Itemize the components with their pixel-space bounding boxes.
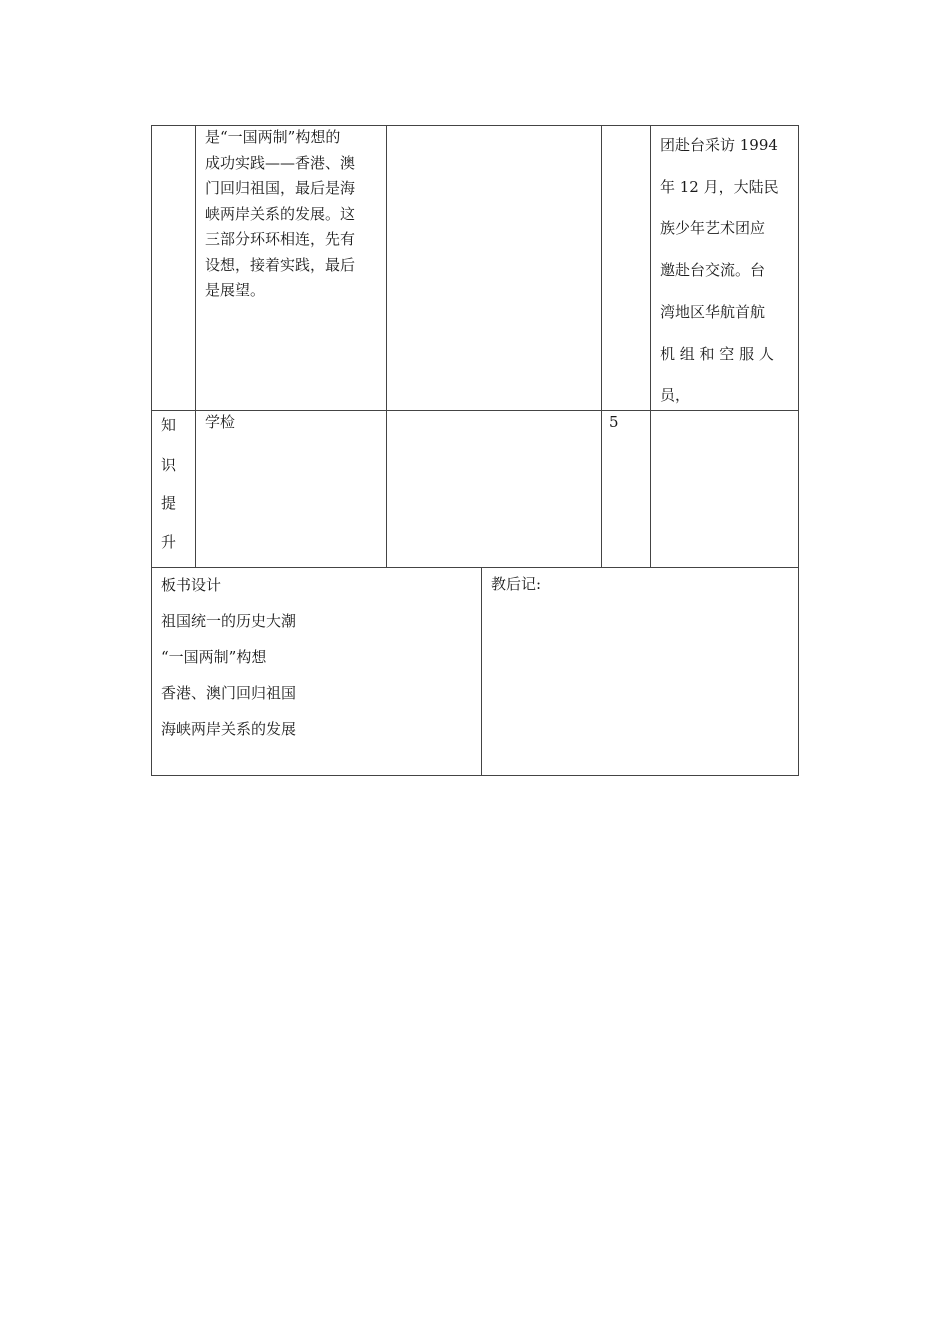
column-divider-2 bbox=[386, 125, 387, 567]
content-line: 门回归祖国，最后是海 bbox=[205, 179, 356, 197]
board-design-line: 香港、澳门回归祖国 bbox=[161, 684, 297, 702]
table-border-bottom bbox=[151, 775, 799, 776]
column-divider-1 bbox=[195, 125, 196, 567]
table-border-left bbox=[151, 125, 152, 776]
notes-line: 邀赴台交流。台 bbox=[660, 261, 766, 280]
content-line: 设想，接着实践，最后 bbox=[205, 255, 356, 274]
table-border-right bbox=[798, 125, 799, 776]
minutes-text: 5 bbox=[609, 413, 619, 431]
notes-line: 族少年艺术团应 bbox=[660, 219, 766, 238]
content-line: 是“一国两制”构想的 bbox=[205, 128, 341, 146]
board-design-line: “一国两制”构想 bbox=[161, 648, 267, 666]
section-label bbox=[161, 414, 187, 564]
notes-cell-text bbox=[660, 125, 792, 417]
section-char: 识 bbox=[161, 456, 177, 474]
notes-line: 湾地区华航首航 bbox=[660, 302, 766, 321]
section-char: 升 bbox=[161, 533, 177, 551]
footer-column-divider bbox=[481, 567, 482, 775]
column-divider-3 bbox=[601, 125, 602, 567]
activity-text: 学检 bbox=[205, 413, 236, 431]
section-char: 知 bbox=[161, 416, 177, 434]
content-line: 是展望。 bbox=[205, 281, 266, 299]
content-cell-text bbox=[205, 125, 380, 304]
section-char: 提 bbox=[161, 494, 177, 512]
lesson-plan-table bbox=[151, 125, 799, 776]
content-line: 峡两岸关系的发展。这 bbox=[205, 204, 356, 223]
notes-line: 机 组 和 空 服 人 bbox=[660, 344, 774, 363]
board-design-cell bbox=[161, 567, 296, 747]
board-design-line: 祖国统一的历史大潮 bbox=[161, 612, 297, 630]
content-line: 成功实践——香港、澳 bbox=[205, 153, 356, 172]
board-design-line: 海峡两岸关系的发展 bbox=[161, 720, 297, 738]
afterword-label: 教后记: bbox=[491, 575, 542, 593]
notes-line: 员， bbox=[660, 386, 691, 405]
content-line: 三部分环环相连，先有 bbox=[205, 230, 356, 248]
notes-line: 团赴台采访 1994 bbox=[660, 136, 778, 154]
column-divider-4 bbox=[650, 125, 651, 567]
board-design-title: 板书设计 bbox=[161, 576, 222, 594]
notes-line: 年 12 月，大陆民 bbox=[660, 177, 779, 196]
